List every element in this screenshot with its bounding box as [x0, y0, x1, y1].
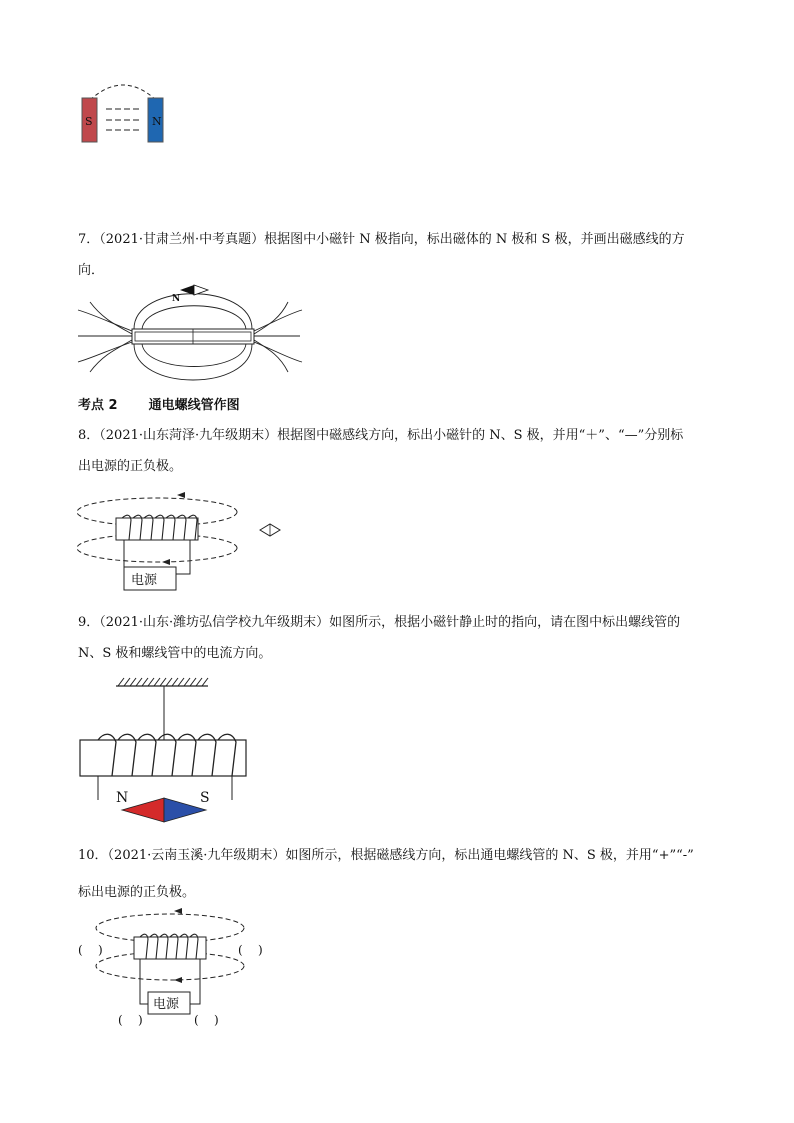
- magnetic-needle: [122, 798, 206, 822]
- solenoid-core: [134, 937, 206, 959]
- needle-n-label: N: [172, 294, 181, 304]
- question-9-line1: 9．（2021·山东·潍坊弘信学校九年级期末）如图所示，根据小磁针静止时的指向，请在图中标出螺线管的: [78, 615, 681, 630]
- question-9: [78, 607, 728, 669]
- section-heading: [78, 394, 240, 413]
- answer-blank-bottom-left: ( ): [118, 1013, 143, 1027]
- figure-bar-magnets: [78, 76, 178, 148]
- question-7: [78, 224, 728, 286]
- power-supply-label: 电源: [153, 997, 180, 1012]
- section-title: 通电螺线管作图: [148, 398, 240, 413]
- needle-s-label: S: [200, 790, 210, 806]
- power-supply-label: 电源: [131, 573, 158, 588]
- question-8-line2: 出电源的正负极。: [78, 459, 183, 474]
- question-10-line1: 10．（2021·云南玉溪·九年级期末）如图所示，根据磁感线方向，标出通电螺线管的 N、S 极，并用“+”“-”: [78, 848, 694, 863]
- answer-blank-bottom-right: ( ): [194, 1013, 219, 1027]
- solenoid-core: [80, 740, 246, 776]
- section-label: 考点 2: [78, 398, 118, 413]
- figure-q10-solenoid: [74, 908, 274, 1034]
- compass-needle: [180, 285, 208, 295]
- question-9-line2: N、S 极和螺线管中的电流方向。: [78, 646, 272, 661]
- figure-q9-hanging-solenoid: [74, 676, 254, 826]
- figure-q7-bar-magnet-field: [74, 284, 304, 384]
- answer-blank-left: ( ): [78, 943, 103, 957]
- question-7-line2: 向．: [78, 263, 105, 278]
- compass-needle-blank: [260, 524, 280, 536]
- figure-q8-solenoid: [74, 492, 284, 596]
- answer-blank-right: ( ): [238, 943, 263, 957]
- question-10: [78, 840, 728, 908]
- s-label: S: [85, 115, 93, 128]
- needle-n-label: N: [116, 790, 129, 806]
- question-8-line1: 8．（2021·山东菏泽·九年级期末）根据图中磁感线方向，标出小磁针的 N、S 极，并用“＋”、“—”分别标: [78, 428, 684, 443]
- n-label: N: [152, 115, 162, 128]
- question-8: [78, 420, 728, 482]
- question-7-line1: 7．（2021·甘肃兰州·中考真题）根据图中小磁针 N 极指向，标出磁体的 N 极和 S 极，并画出磁感线的方: [78, 232, 685, 247]
- question-10-line2: 标出电源的正负极。: [78, 885, 196, 900]
